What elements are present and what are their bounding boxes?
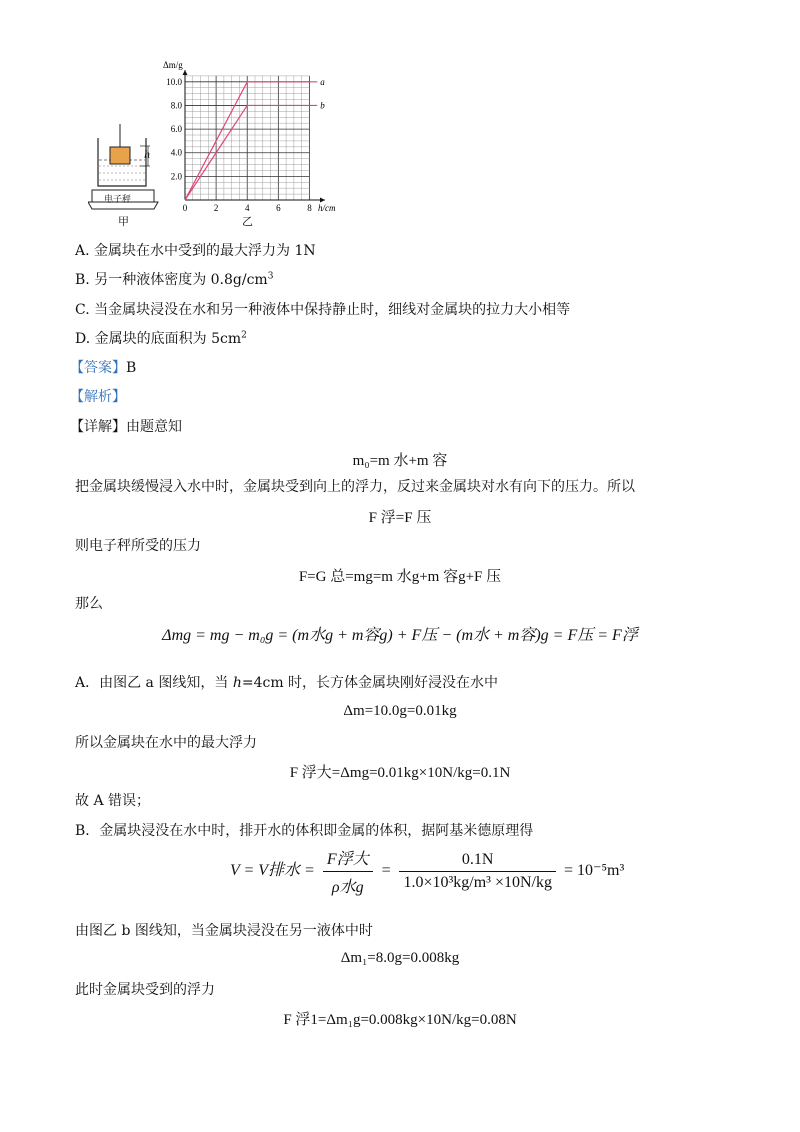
formula-3: F=G 总=mg=m 水g+m 容g+F 压 — [298, 569, 502, 585]
paragraph-8: 由图乙 b 图线知，当金属块浸没在另一液体中时 — [75, 923, 373, 939]
formula-2: F 浮=F 压 — [368, 510, 432, 526]
x-tick-label: 8 — [307, 203, 312, 213]
chart-caption: 乙 — [242, 215, 253, 228]
answer-line — [70, 357, 136, 377]
apparatus-caption: 甲 — [118, 215, 129, 228]
apparatus-scale-label: 电子秤 — [104, 195, 132, 205]
analysis-tag: 【解析】 — [70, 389, 126, 405]
apparatus-h-label: h — [144, 150, 151, 161]
y-axis-arrow — [183, 70, 188, 75]
y-tick-label: 2.0 — [170, 171, 182, 182]
paragraph-1: 把金属块缓慢浸入水中时，金属块受到向上的浮力，反过来金属块对水有向下的压力。所以 — [75, 479, 635, 495]
paragraph-7: B．金属块浸没在水中时，排开水的体积即金属的体积，据阿基米德原理得 — [75, 823, 534, 839]
formula-9: F 浮1=Δm₁g=0.008kg×10N/kg=0.08N — [283, 1012, 517, 1028]
y-tick-label: 4.0 — [170, 147, 182, 158]
y-tick-label: 8.0 — [170, 100, 182, 111]
formula-5: Δm=10.0g=0.01kg — [343, 703, 457, 719]
option-d: D. 金属块的底面积为 $5cm^2$ — [75, 330, 247, 347]
formula-1: m₀=m 水+m 容 — [352, 453, 448, 469]
x-axis-arrow — [320, 198, 325, 203]
option-b: B. 另一种液体密度为 $0.8g/cm^3$ — [75, 271, 274, 288]
formula-8: Δm₁=8.0g=0.008kg — [340, 950, 460, 966]
formula-4: Δmg = mg − m₀g = (m水g + m容g) + F压 − (m水 + m容)g = F压 = F浮 — [162, 627, 638, 644]
answer-value: B — [126, 360, 137, 376]
y-tick-label: 10.0 — [166, 76, 182, 87]
x-tick-label: 4 — [244, 203, 250, 213]
formula-7: V = V排水 = $\frac{\text{F浮大}}{\text{ρ水g}}$ = $\frac{0.1N}{\text{1.0×10³kg/m³ ×10N/kg}}$ = 10⁻⁵m³ — [230, 846, 624, 897]
option-a: A. 金属块在水中受到的最大浮力为 1N — [75, 243, 316, 259]
detail-line: 【详解】由题意知 — [70, 419, 182, 435]
detail-tag: 【详解】 — [70, 419, 126, 435]
paragraph-2: 则电子秤所受的压力 — [75, 538, 201, 554]
y-axis-label: Δm/g — [163, 60, 183, 70]
series-label-b: b — [320, 100, 325, 111]
x-tick-label: 2 — [213, 203, 219, 213]
paragraph-6: 故 A 错误； — [75, 793, 151, 809]
paragraph-9: 此时金属块受到的浮力 — [75, 982, 215, 998]
paragraph-4: A．由图乙 a 图线知，当 h=4cm 时，长方体金属块刚好浸没在水中 — [75, 675, 499, 691]
option-c: C. 当金属块浸没在水和另一种液体中保持静止时，细线对金属块的拉力大小相等 — [75, 302, 571, 318]
analysis-line — [70, 386, 126, 406]
paragraph-5: 所以金属块在水中的最大浮力 — [75, 735, 257, 751]
formula-6: F 浮大=Δmg=0.01kg×10N/kg=0.1N — [289, 765, 511, 781]
y-tick-label: 6.0 — [170, 124, 182, 135]
answer-tag: 【答案】 — [70, 360, 126, 376]
paragraph-3: 那么 — [75, 596, 103, 612]
delta-m-chart — [150, 58, 340, 218]
x-tick-label: 6 — [276, 203, 281, 213]
x-tick-label: 0 — [182, 203, 188, 213]
series-label-a: a — [320, 76, 325, 87]
x-axis-label: h/cm — [318, 203, 336, 213]
